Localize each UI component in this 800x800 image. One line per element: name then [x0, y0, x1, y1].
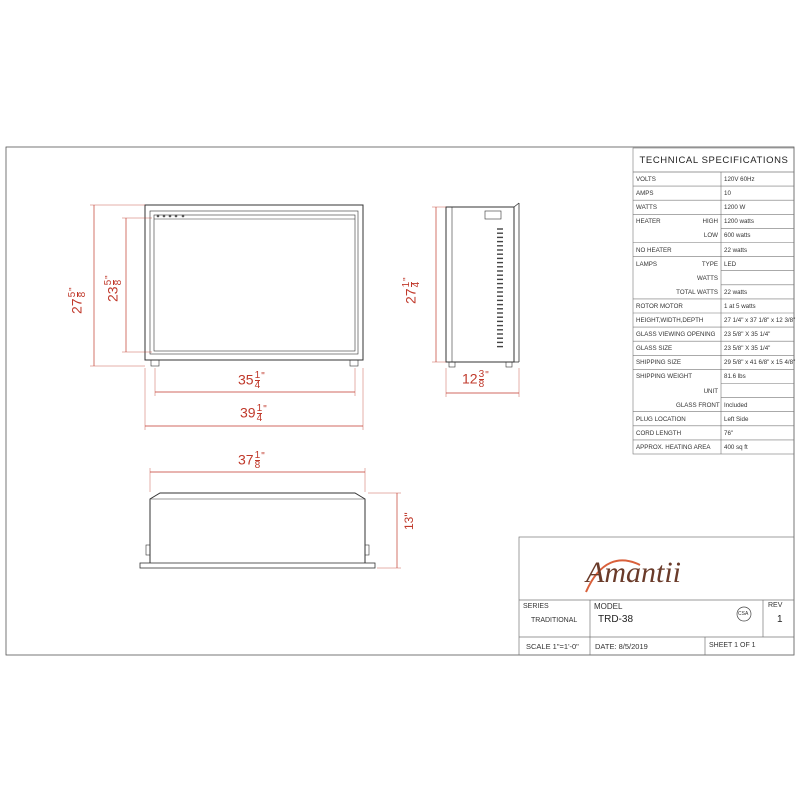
spec-value: 76" — [724, 429, 734, 437]
spec-row — [634, 247, 794, 261]
spec-label: LAMPS — [636, 260, 657, 268]
spec-value: Included — [724, 401, 748, 409]
spec-row — [634, 261, 794, 275]
fraction-denominator: 8 — [254, 460, 261, 472]
fraction-denominator: 8 — [478, 379, 485, 391]
series-value: TRADITIONAL — [531, 617, 578, 624]
spec-value: 400 sq ft — [724, 443, 748, 451]
side-dimension-lines — [432, 207, 519, 397]
spec-row — [634, 359, 794, 373]
spec-label: ROTOR MOTOR — [636, 302, 683, 310]
spec-row — [634, 402, 794, 416]
top-depth-dimension: 13" — [402, 512, 416, 530]
fraction-denominator: 8 — [77, 291, 89, 298]
spec-value: 1200 W — [724, 204, 746, 212]
spec-row — [634, 275, 794, 289]
spec-label: GLASS SIZE — [636, 345, 673, 353]
spec-value: 1 at 5 watts — [724, 302, 756, 310]
spec-label: PLUG LOCATION — [636, 415, 686, 423]
spec-label: NO HEATER — [636, 246, 672, 254]
rev-value: 1 — [777, 614, 783, 625]
spec-row — [634, 373, 794, 387]
scale-text: SCALE 1"=1'-0" — [526, 642, 579, 651]
spec-sublabel: UNIT — [703, 387, 718, 395]
fraction-numerator: 1 — [256, 403, 263, 414]
dimension-unit: " — [402, 277, 413, 281]
side-view — [446, 203, 519, 367]
rev-label: REV — [768, 602, 783, 609]
top-dimension-lines — [150, 468, 401, 568]
spec-label: APPROX. HEATING AREA — [636, 443, 711, 451]
fraction-denominator: 4 — [256, 413, 263, 425]
side-height-dimension — [402, 277, 421, 304]
spec-value: 22 watts — [724, 288, 748, 296]
fraction-numerator: 5 — [67, 291, 78, 298]
side-depth-dimension — [462, 370, 489, 389]
spec-label: HEIGHT,WIDTH,DEPTH — [636, 317, 704, 324]
dimension-fraction — [257, 404, 263, 423]
title-block-frame — [519, 537, 794, 655]
fraction-denominator: 4 — [254, 380, 261, 392]
fraction-denominator: 4 — [411, 281, 423, 288]
spec-table-title: TECHNICAL SPECIFICATIONS — [639, 154, 789, 166]
dimension-unit: " — [485, 370, 489, 381]
dimension-unit: " — [261, 371, 265, 382]
spec-value: 29 5/8" x 41 6/8" x 15 4/8" — [724, 359, 796, 367]
fraction-numerator: 1 — [254, 370, 261, 381]
dimension-unit: " — [68, 287, 79, 291]
model-label: MODEL — [594, 602, 623, 611]
spec-label: HEATER — [636, 218, 661, 226]
spec-value: 10 — [724, 190, 731, 198]
spec-label: VOLTS — [636, 176, 656, 183]
spec-row — [634, 232, 794, 246]
cert-mark-text: CSA — [738, 611, 749, 617]
spec-value: 81.6 lbs — [724, 373, 746, 381]
date-text: DATE: 8/5/2019 — [595, 642, 648, 651]
glass-width-dimension — [238, 371, 265, 390]
spec-row — [634, 345, 794, 359]
side-vent-slots — [497, 229, 503, 347]
spec-value: 120V 60Hz — [724, 176, 755, 183]
spec-row — [634, 204, 794, 218]
spec-sublabel: GLASS FRONT — [676, 401, 720, 409]
spec-value: 22 watts — [724, 246, 748, 254]
fraction-numerator: 5 — [103, 279, 114, 286]
dimension-whole: 23 — [104, 286, 121, 302]
dimension-fraction — [104, 280, 123, 286]
spec-row — [634, 176, 794, 190]
spec-value: 1200 watts — [724, 218, 754, 226]
top-view — [140, 493, 375, 568]
spec-label: SHIPPING SIZE — [636, 359, 682, 367]
dimension-whole: 27 — [402, 288, 419, 304]
spec-row — [634, 190, 794, 204]
spec-row — [634, 303, 794, 317]
spec-row — [634, 416, 794, 430]
dimension-whole: 37 — [238, 451, 254, 468]
dimension-whole: 12 — [462, 370, 478, 387]
dimension-whole: 27 — [68, 298, 85, 314]
spec-sublabel: LOW — [703, 232, 718, 240]
dimension-unit: " — [261, 451, 265, 462]
spec-row — [634, 289, 794, 303]
dimension-unit: " — [104, 275, 115, 279]
spec-value: Left Side — [724, 415, 749, 423]
dimension-fraction — [68, 292, 87, 298]
spec-label: GLASS VIEWING OPENING — [636, 331, 716, 339]
dimension-whole: 39 — [240, 404, 256, 421]
dimension-whole: 35 — [238, 371, 254, 388]
front-height-dimension — [68, 287, 87, 314]
spec-value: 23 5/8" X 35 1/4" — [724, 331, 771, 339]
top-width-dimension — [238, 451, 265, 470]
fraction-numerator: 1 — [254, 450, 261, 461]
glass-height-dimension — [104, 275, 123, 302]
spec-row — [634, 317, 794, 331]
dimension-unit: " — [263, 404, 267, 415]
fraction-numerator: 1 — [401, 281, 412, 288]
spec-sublabel: TYPE — [701, 260, 718, 268]
dimension-fraction — [255, 371, 261, 390]
spec-value: 23 5/8" X 35 1/4" — [724, 345, 771, 353]
spec-label: AMPS — [636, 190, 654, 198]
sheet-text: SHEET 1 OF 1 — [709, 642, 756, 649]
spec-value: 27 1/4" x 37 1/8" x 12 3/8" — [724, 317, 796, 324]
model-value: TRD-38 — [598, 614, 634, 625]
front-view — [145, 205, 363, 366]
spec-sublabel: TOTAL WATTS — [676, 288, 718, 296]
dimension-fraction — [479, 370, 485, 389]
dimension-fraction — [255, 451, 261, 470]
spec-sublabel: HIGH — [702, 218, 718, 226]
spec-label: WATTS — [636, 204, 657, 212]
front-dimension-lines — [90, 205, 363, 430]
spec-row — [634, 388, 794, 402]
spec-row — [634, 331, 794, 345]
spec-value: 600 watts — [724, 232, 751, 240]
dimension-fraction — [402, 282, 421, 288]
fraction-denominator: 8 — [113, 279, 125, 286]
brand-logo: Amantii — [586, 556, 681, 589]
spec-label: CORD LENGTH — [636, 429, 682, 437]
series-label: SERIES — [523, 603, 549, 610]
spec-sublabel: WATTS — [697, 274, 718, 282]
overall-width-dimension — [240, 404, 267, 423]
spec-row — [634, 218, 794, 232]
spec-label: SHIPPING WEIGHT — [636, 373, 693, 381]
spec-row — [634, 444, 794, 458]
spec-value: LED — [724, 260, 737, 268]
spec-row — [634, 430, 794, 444]
fraction-numerator: 3 — [478, 369, 485, 380]
